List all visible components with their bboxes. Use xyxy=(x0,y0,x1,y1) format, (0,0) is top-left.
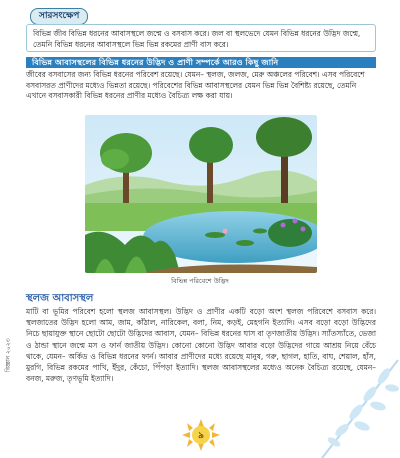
summary-text: বিভিন্ন জীব বিভিন্ন ধরনের আবাসস্থলে জন্মে ও বসবাস করে। জল বা স্থলভেদে যেমন বিভিন্ন ধরনের উদ্ভিদ জন্মে, তেমনি বিভিন্ন ধরনের আবাসস্থলে ভিন্ন ভিন্ন রকমের প্রাণী বাস করে। xyxy=(33,29,361,49)
section-title-land-habitat: স্থলজ আবাসস্থল xyxy=(26,293,94,304)
image-caption: বিভিন্ন পরিবেশে উদ্ভিদ xyxy=(171,277,229,285)
side-book-label: বিজ্ঞান ২০২৩ xyxy=(5,338,12,372)
summary-box xyxy=(26,24,376,52)
land-habitat-paragraph: মাটি বা ভূমির পরিবেশ হলো স্থলজ আবাসস্থল। উদ্ভিদ ও প্রাণীর একটি বড়ো অংশ স্থলজ পরিবেশে বসবাস করে। স্থলজাতের উদ্ভিদ হলো আম, জাম, কাঁঠাল, নারিকেল, বলা, নিম, কড়ই, মেহগনি ইত্যাদি। এসব বড়ো বড়ো উদ্ভিদের নিচে ছায়াযুক্ত স্থানে ছোটো ছোটো উদ্ভিদের আবাস, যেমন– বিভিন্ন ধরনের ঘাস বা তৃণজাতীয় উদ্ভিদ। স্যাঁতস্যাঁতে, ভেজা ও ঠান্ডা স্থানে জন্মে মস ও ফার্ন জাতীয় উদ্ভিদ। কোনো কোনো উদ্ভিদ আবার বড়ো উদ্ভিদের গায়ে আশ্রয় নিয়ে বেঁচে থাকে, যেমন– অর্কিড ও বিভিন্ন ধরনের ফার্ন। আবার প্রাণীদের মধ্যে রয়েছে মানুষ, গরু, ছাগল, হাতি, বাঘ, শেয়াল, হাঁস, মুরগি, বিভিন্ন রকমের পাখি, ইঁদুর, কেঁচো, পিঁপড়া ইত্যাদি। স্থলজ আবাসস্থলের মধ্যেও অনেক বৈচিত্র্য রয়েছে, যেমন– বনজ, মরুজ, তৃণভূমি ইত্যাদি। xyxy=(26,307,376,384)
decorative-leaf-branch-icon xyxy=(312,350,400,458)
page-number: ৯ xyxy=(198,431,204,441)
intro-paragraph: জীবের বসবাসের জন্য বিভিন্ন ধরনের পরিবেশ রয়েছে। যেমন– স্থলজ, জলজ, মেরু অঞ্চলের পরিবেশ। এসব পরিবেশে বসবাসরত প্রাণীদের মধ্যেও ভিন্নতা রয়েছে। পরিবেশের বিভিন্ন আবাসস্থলের যেমন ভিন্ন ভিন্ন বৈশিষ্ট্য রয়েছে, তেমনি এখানে বসবাসকারী বিভিন্ন ধরনের প্রাণীর মধ্যেও বৈচিত্র্য লক্ষ করা যায়। xyxy=(26,70,365,100)
section-heading-bar: বিভিন্ন আবাসস্থলের বিভিন্ন ধরনের উদ্ভিদ ও প্রাণী সম্পর্কে আরও কিছু জানি xyxy=(26,57,376,68)
summary-tag: সারসংক্ষেপ xyxy=(30,8,88,25)
plant-environment-illustration xyxy=(85,115,317,273)
